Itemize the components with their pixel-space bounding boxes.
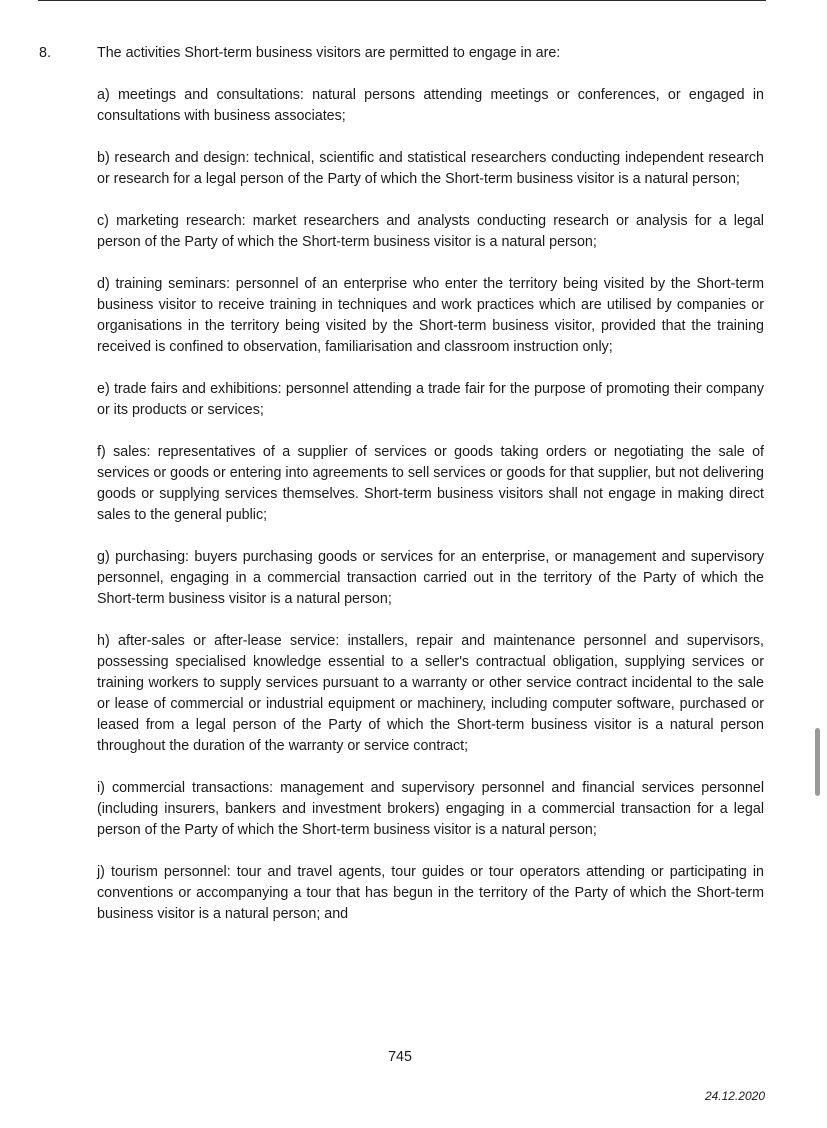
- document-date: 24.12.2020: [704, 1089, 765, 1103]
- list-item-h: h) after-sales or after-lease service: installers, repair and maintenance personnel and supervisors, possessing specialised knowledge essential to a seller's contractual obligation, supplying services or training workers to supply services pursuant to a warranty or other service contract incidental to the sale or lease of commercial or industrial equipment or machinery, including computer software, purchased or leased from a legal person of the Party of which the Short-term business visitor is a natural person throughout the duration of the warranty or service contract;: [97, 633, 764, 754]
- page-number: 745: [388, 1049, 412, 1065]
- paragraph-intro: The activities Short-term business visitors are permitted to engage in are:: [97, 45, 561, 61]
- list-item-i: i) commercial transactions: management and supervisory personnel and financial services personnel (including insurers, bankers and investment brokers) engaging in a commercial transaction for a legal person of the Party of which the Short-term business visitor is a natural person;: [97, 780, 764, 838]
- list-item-g: g) purchasing: buyers purchasing goods or services for an enterprise, or management and supervisory personnel, engaging in a commercial transaction carried out in the territory of the Party of which the Short-term business visitor is a natural person;: [97, 549, 764, 607]
- list-item-c: c) marketing research: market researchers and analysts conducting research or analysis for a legal person of the Party of which the Short-term business visitor is a natural person;: [97, 213, 764, 250]
- list-item-a: a) meetings and consultations: natural persons attending meetings or conferences, or engaged in consultations with business associates;: [97, 87, 764, 124]
- top-rule: [38, 0, 766, 1]
- list-item-j: j) tourism personnel: tour and travel agents, tour guides or tour operators attending or participating in conventions or accompanying a tour that has begun in the territory of the Party of which the Short-term business visitor is a natural person; and: [97, 864, 764, 922]
- scrollbar-thumb[interactable]: [815, 728, 820, 796]
- list-item-e: e) trade fairs and exhibitions: personnel attending a trade fair for the purpose of promoting their company or its products or services;: [97, 381, 764, 418]
- paragraph-number: 8.: [39, 45, 51, 61]
- document-body: [97, 43, 764, 946]
- list-item-d: d) training seminars: personnel of an enterprise who enter the territory being visited by the Short-term business visitor to receive training in techniques and work practices which are utilised by companies or organisations in the territory being visited by the Short-term business visitor, provided that the training received is confined to observation, familiarisation and classroom instruction only;: [97, 276, 764, 355]
- list-item-b: b) research and design: technical, scientific and statistical researchers conducting independent research or research for a legal person of the Party of which the Short-term business visitor is a natural person;: [97, 150, 764, 187]
- list-item-f: f) sales: representatives of a supplier of services or goods taking orders or negotiating the sale of services or goods or entering into agreements to sell services or goods for that supplier, but not delivering goods or supplying services themselves. Short-term business visitors shall not engage in making direct sales to the general public;: [97, 444, 764, 523]
